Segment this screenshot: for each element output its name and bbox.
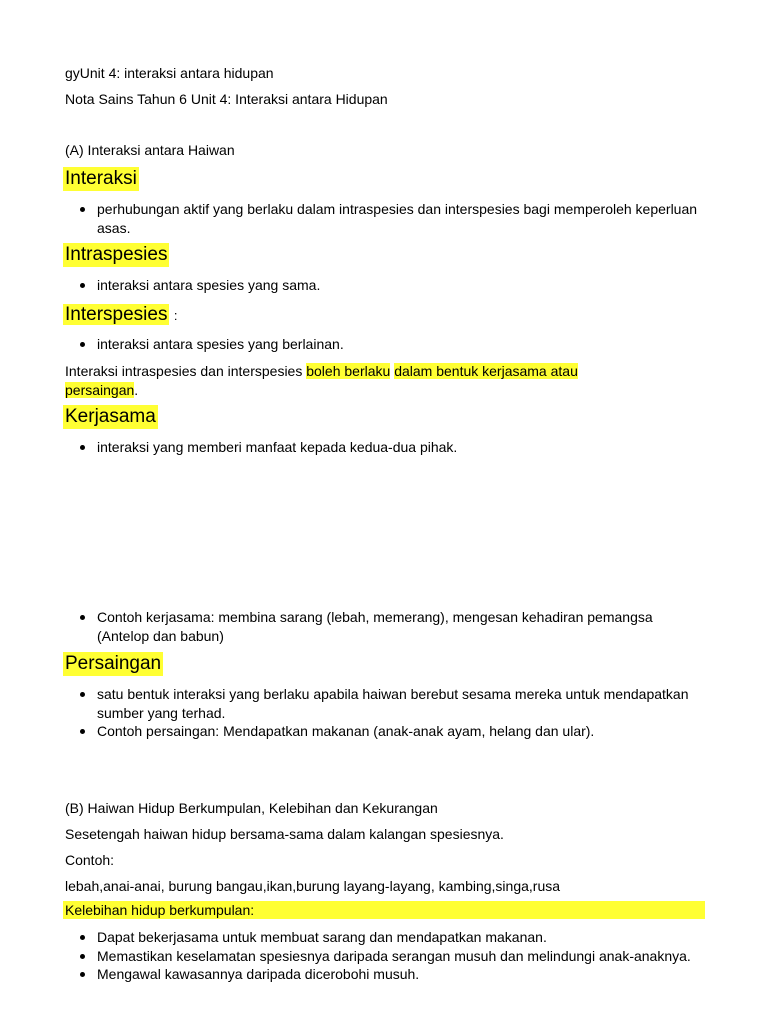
intraspesies-list xyxy=(78,276,698,295)
bullet-icon xyxy=(80,935,85,940)
heading-interaksi: Interaksi xyxy=(65,168,137,189)
interspesies-list xyxy=(78,335,698,354)
list-item: Contoh persaingan: Mendapatkan makanan (anak-anak ayam, helang dan ular). xyxy=(78,722,698,741)
list-item: satu bentuk interaksi yang berlaku apabila haiwan berebut sesama mereka untuk mendapatkan sumber yang terhad. xyxy=(78,685,698,722)
kelebihan-label: Kelebihan hidup berkumpulan: xyxy=(65,902,255,918)
persaingan-list xyxy=(78,685,698,741)
bullet-icon xyxy=(80,729,85,734)
heading-interspesies: Interspesies xyxy=(65,304,168,325)
bullet-icon xyxy=(80,972,85,977)
heading-colon: : xyxy=(173,308,178,323)
section-a-heading: (A) Interaksi antara Haiwan xyxy=(65,142,235,158)
bullet-icon xyxy=(80,692,85,697)
heading-kerjasama: Kerjasama xyxy=(65,406,156,427)
bullet-icon xyxy=(80,283,85,288)
bullet-icon xyxy=(80,445,85,450)
list-item: Mengawal kawasannya daripada dicerobohi musuh. xyxy=(78,965,698,984)
kelebihan-list xyxy=(78,928,698,984)
heading-interspesies-row xyxy=(63,303,178,327)
heading-intraspesies: Intraspesies xyxy=(65,244,168,265)
list-item: perhubungan aktif yang berlaku dalam intraspesies dan interspesies bagi memperoleh keperluan asas. xyxy=(78,200,698,237)
examples-line: lebah,anai-anai, burung bangau,ikan,burung layang-layang, kambing,singa,rusa xyxy=(65,878,561,894)
kerjasama-example-list xyxy=(78,608,698,645)
bullet-icon xyxy=(80,954,85,959)
bullet-icon xyxy=(80,207,85,212)
interaksi-list xyxy=(78,200,698,237)
bullet-icon xyxy=(80,615,85,620)
bullet-icon xyxy=(80,342,85,347)
section-b-heading: (B) Haiwan Hidup Berkumpulan, Kelebihan dan Kekurangan xyxy=(65,800,438,816)
list-item: interaksi antara spesies yang berlainan. xyxy=(78,335,698,354)
doc-subtitle: Nota Sains Tahun 6 Unit 4: Interaksi antara Hidupan xyxy=(65,91,388,107)
list-item: Contoh kerjasama: membina sarang (lebah, memerang), mengesan kehadiran pemangsa (Antelop dan babun) xyxy=(78,608,698,645)
kerjasama-list xyxy=(78,438,698,457)
list-item: interaksi antara spesies yang sama. xyxy=(78,276,698,295)
contoh-label: Contoh: xyxy=(65,852,115,868)
heading-persaingan: Persaingan xyxy=(65,653,162,674)
list-item: Memastikan keselamatan spesiesnya daripada serangan musuh dan melindungi anak-anaknya. xyxy=(78,947,698,966)
doc-title: gyUnit 4: interaksi antara hidupan xyxy=(65,65,274,81)
list-item: interaksi yang memberi manfaat kepada kedua-dua pihak. xyxy=(78,438,698,457)
section-b-intro: Sesetengah haiwan hidup bersama-sama dalam kalangan spesiesnya. xyxy=(65,826,504,842)
interaction-paragraph: Interaksi intraspesies dan interspesies boleh berlaku dalam bentuk kerjasama atau persaingan. xyxy=(65,363,578,398)
list-item: Dapat bekerjasama untuk membuat sarang dan mendapatkan makanan. xyxy=(78,928,698,947)
